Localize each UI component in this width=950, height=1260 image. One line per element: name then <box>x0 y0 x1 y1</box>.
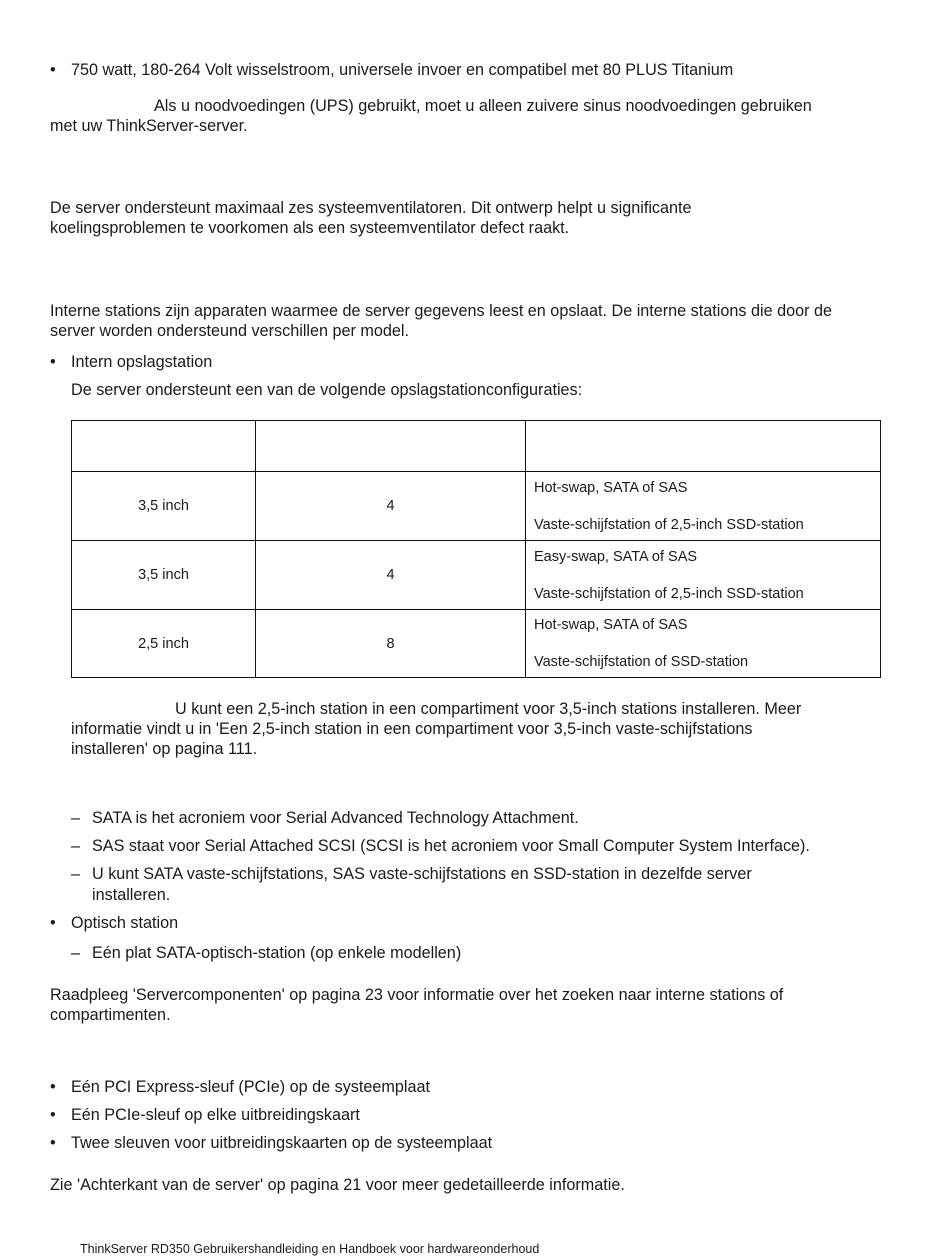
slot-bullet: • Twee sleuven voor uitbreidingskaarten op de systeemplaat <box>50 1134 493 1152</box>
drives-intro-line2: server worden ondersteund verschillen per model. <box>50 322 410 340</box>
drives-ref-line1: Raadpleeg 'Servercomponenten' op pagina 23 voor informatie over het zoeken naar interne stations of <box>50 986 784 1004</box>
power-note-line1: Als u noodvoedingen (UPS) gebruikt, moet u alleen zuivere sinus noodvoedingen gebruiken <box>154 97 812 115</box>
drive-count-cell: 4 <box>256 541 526 610</box>
slot-bullet: • Eén PCIe-sleuf op elke uitbreidingskaart <box>50 1106 360 1124</box>
storage-config-table <box>71 420 881 678</box>
drives-note-line1: U kunt een 2,5-inch station in een compartiment voor 3,5-inch stations installeren. Meer <box>175 700 802 718</box>
drive-type-cell: Easy-swap, SATA of SAS Vaste-schijfstation of 2,5-inch SSD-station <box>526 541 881 610</box>
drive-size-cell: 2,5 inch <box>72 610 256 678</box>
dash-item: – SATA is het acroniem voor Serial Advanced Technology Attachment. <box>71 809 579 827</box>
dash-item: – U kunt SATA vaste-schijfstations, SAS vaste-schijfstations en SSD-station in dezelfde server <box>71 865 752 883</box>
storage-intro: De server ondersteunt een van de volgende opslagstationconfiguraties: <box>71 381 583 399</box>
power-bullet: • 750 watt, 180-264 Volt wisselstroom, universele invoer en compatibel met 80 PLUS Titanium <box>50 61 734 79</box>
fans-line1: De server ondersteunt maximaal zes systeemventilatoren. Dit ontwerp helpt u significante <box>50 199 692 217</box>
drives-intro-line1: Interne stations zijn apparaten waarmee de server gegevens leest en opslaat. De interne stations die door de <box>50 302 832 320</box>
drive-size-cell: 3,5 inch <box>72 541 256 610</box>
dash-item: – Eén plat SATA-optisch-station (op enkele modellen) <box>71 944 462 962</box>
power-note-line2: met uw ThinkServer-server. <box>50 117 248 135</box>
optical-bullet: • Optisch station <box>50 914 179 932</box>
drive-size-cell: 3,5 inch <box>72 472 256 541</box>
drive-type-cell: Hot-swap, SATA of SAS Vaste-schijfstation of SSD-station <box>526 610 881 678</box>
table-header-row <box>72 421 881 472</box>
fans-line2: koelingsproblemen te voorkomen als een systeemventilator defect raakt. <box>50 219 570 237</box>
drives-note-line2: informatie vindt u in 'Een 2,5-inch station in een compartiment voor 3,5-inch vaste-schijfstations <box>71 720 753 738</box>
dash-item: – SAS staat voor Serial Attached SCSI (SCSI is het acroniem voor Small Computer System Interface). <box>71 837 810 855</box>
drives-ref-line2: compartimenten. <box>50 1006 171 1024</box>
drives-note-line3: installeren' op pagina 111. <box>71 740 258 758</box>
storage-bullet: • Intern opslagstation <box>50 353 213 371</box>
slot-bullet: • Eén PCI Express-sleuf (PCIe) op de systeemplaat <box>50 1078 430 1096</box>
dash-item-continuation: installeren. <box>92 886 171 904</box>
drive-count-cell: 4 <box>256 472 526 541</box>
slots-ref: Zie 'Achterkant van de server' op pagina 21 voor meer gedetailleerde informatie. <box>50 1176 625 1194</box>
table-row <box>72 472 881 541</box>
drive-count-cell: 8 <box>256 610 526 678</box>
table-row <box>72 610 881 678</box>
page-footer: ThinkServer RD350 Gebruikershandleiding en Handboek voor hardwareonderhoud <box>80 1242 540 1256</box>
table-row <box>72 541 881 610</box>
drive-type-cell: Hot-swap, SATA of SAS Vaste-schijfstation of 2,5-inch SSD-station <box>526 472 881 541</box>
